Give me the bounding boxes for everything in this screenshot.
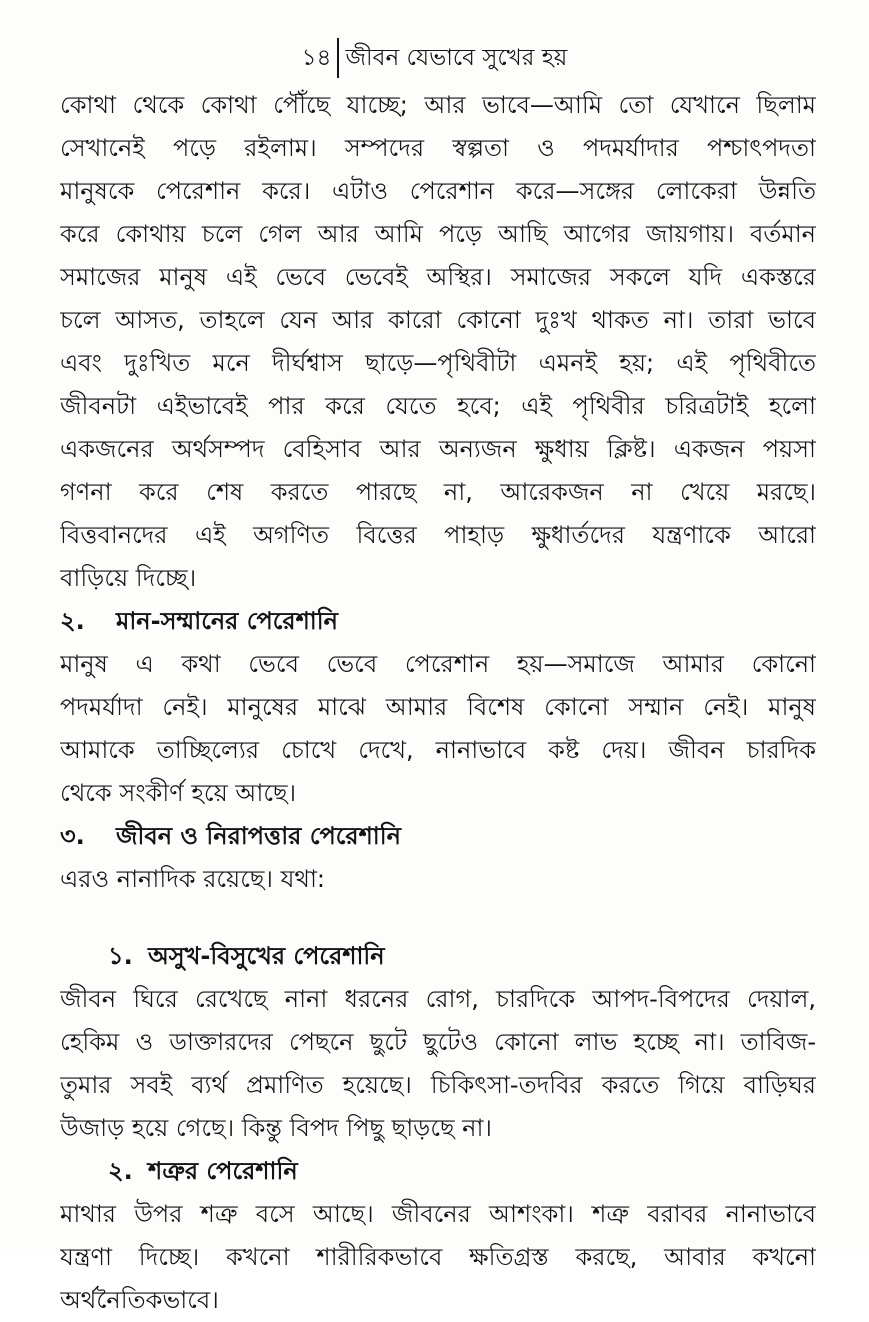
text-line: সেখানেই পড়ে রইলাম। সম্পদের স্বল্পতা ও পদমর্যাদার পশ্চাৎপদতা <box>60 134 816 162</box>
subsection-number: ২. <box>108 1157 133 1185</box>
paragraph <box>60 978 816 1150</box>
text-line: অর্থনৈতিকভাবে। <box>60 1286 219 1314</box>
text-line: যন্ত্রণা দিচ্ছে। কখনো শারীরিকভাবে ক্ষতিগ্রস্ত করছে, আবার কখনো <box>60 1243 816 1271</box>
section-heading <box>60 600 816 643</box>
text-line: বাড়িয়ে দিচ্ছে। <box>60 564 197 592</box>
text-line: পদমর্যাদা নেই। মানুষের মাঝে আমার বিশেষ কোনো সম্মান নেই। মানুষ <box>60 693 816 721</box>
text-line: মানুষকে পেরেশান করে। এটাও পেরেশান করে—সঙ্গের লোকেরা উন্নতি <box>60 177 816 205</box>
text-line: মানুষ এ কথা ভেবে ভেবে পেরেশান হয়—সমাজে আমার কোনো <box>60 650 816 678</box>
text-line: এরও নানাদিক রয়েছে। যথা: <box>60 865 326 893</box>
paragraph <box>60 1193 816 1322</box>
text-line: আমাকে তাচ্ছিল্যের চোখে দেখে, নানাভাবে কষ্ট দেয়। জীবন চারদিক <box>60 736 816 764</box>
text-line: করে কোথায় চলে গেল আর আমি পড়ে আছি আগের জায়গায়। বর্তমান <box>60 220 816 248</box>
subsection-heading <box>60 935 816 978</box>
section-heading <box>60 815 816 858</box>
book-title: জীবন যেভাবে সুখের হয় <box>345 45 568 71</box>
text-line: জীবনটা এইভাবেই পার করে যেতে হবে; এই পৃথিবীর চরিত্রটাই হলো <box>60 392 816 420</box>
section-number: ২. <box>60 607 85 635</box>
text-line: কোথা থেকে কোথা পৌঁছে যাচ্ছে; আর ভাবে—আমি তো যেখানে ছিলাম <box>60 91 816 119</box>
section-number: ৩. <box>60 822 85 850</box>
running-header <box>0 38 869 78</box>
subsection-heading <box>60 1150 816 1193</box>
text-line: একজনের অর্থসম্পদ বেহিসাব আর অন্যজন ক্ষুধায় ক্লিষ্ট। একজন পয়সা <box>60 435 816 463</box>
text-line: বিত্তবানদের এই অগণিত বিত্তের পাহাড় ক্ষুধার্তদের যন্ত্রণাকে আরো <box>60 521 816 549</box>
text-line: উজাড় হয়ে গেছে। কিন্তু বিপদ পিছু ছাড়ছে না। <box>60 1114 493 1142</box>
paragraph <box>60 643 816 815</box>
text-line: চলে আসত, তাহলে যেন আর কারো কোনো দুঃখ থাকত না। তারা ভাবে <box>60 306 816 334</box>
text-line: তুমার সবই ব্যর্থ প্রমাণিত হয়েছে। চিকিৎসা-তদবির করতে গিয়ে বাড়িঘর <box>60 1071 816 1099</box>
section-title: জীবন ও নিরাপত্তার পেরেশানি <box>116 822 401 850</box>
subsection-title: অসুখ-বিসুখের পেরেশানি <box>148 942 385 970</box>
page-body <box>60 84 816 1322</box>
paragraph <box>60 84 816 600</box>
subsection-title: শত্রুর পেরেশানি <box>148 1157 298 1185</box>
text-line: সমাজের মানুষ এই ভেবে ভেবেই অস্থির। সমাজের সকলে যদি একস্তরে <box>60 263 816 291</box>
text-line: এবং দুঃখিত মনে দীর্ঘশ্বাস ছাড়ে—পৃথিবীটা এমনই হয়; এই পৃথিবীতে <box>60 349 816 377</box>
text-line: মাথার উপর শত্রু বসে আছে। জীবনের আশংকা। শত্রু বরাবর নানাভাবে <box>60 1200 816 1228</box>
section-title: মান-সম্মানের পেরেশানি <box>116 607 338 635</box>
text-line: জীবন ঘিরে রেখেছে নানা ধরনের রোগ, চারদিকে আপদ-বিপদের দেয়াল, <box>60 985 816 1013</box>
page-number: ১৪ <box>302 38 340 78</box>
subsection-number: ১. <box>108 942 133 970</box>
text-line: গণনা করে শেষ করতে পারছে না, আরেকজন না খেয়ে মরছে। <box>60 478 816 506</box>
spacer <box>60 901 816 935</box>
text-line: থেকে সংকীর্ণ হয়ে আছে। <box>60 779 297 807</box>
text-line: হেকিম ও ডাক্তারদের পেছনে ছুটে ছুটেও কোনো লাভ হচ্ছে না। তাবিজ- <box>60 1028 816 1056</box>
